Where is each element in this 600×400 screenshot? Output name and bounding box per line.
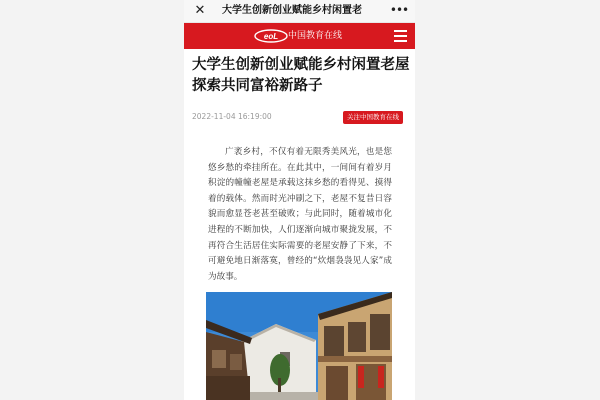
site-name[interactable]: 中国教育在线 bbox=[288, 31, 343, 41]
article-photo bbox=[206, 292, 392, 400]
publish-time: 2022-11-04 16:19:00 bbox=[192, 112, 272, 121]
site-header bbox=[184, 23, 415, 49]
more-dots-icon[interactable]: ••• bbox=[389, 3, 409, 17]
svg-text:eoL: eoL bbox=[263, 32, 279, 41]
follow-button[interactable]: 关注中国教育在线 bbox=[343, 111, 403, 124]
hamburger-menu-icon[interactable] bbox=[394, 30, 407, 42]
top-bar-title: 大学生创新创业赋能乡村闲置老 bbox=[222, 5, 362, 16]
eol-logo-icon bbox=[254, 29, 288, 43]
phone-screen bbox=[184, 0, 415, 400]
article-title: 大学生创新创业赋能乡村闲置老屋探索共同富裕新路子 bbox=[192, 57, 410, 94]
article-paragraph: 广袤乡村，不仅有着无限秀美风光，也是您悠乡愁的牵挂所在。在此其中，一间间有着岁月积淀的幢幢老屋是承载这抹乡愁的看得见、摸得着的载体。然而时光冲刷之下，老屋不复昔日容貌而愈显苍老甚至破败；与此同时，随着城市化进程的不断加快，人们逐渐向城市聚拢发展，不再符合生活居住实际需要的老屋安静了下来，不可避免地日渐落寞，曾经的“炊烟袅袅见人家”成为故事。 bbox=[208, 147, 392, 282]
browser-top-bar bbox=[184, 0, 415, 23]
close-icon[interactable]: ✕ bbox=[194, 3, 206, 18]
